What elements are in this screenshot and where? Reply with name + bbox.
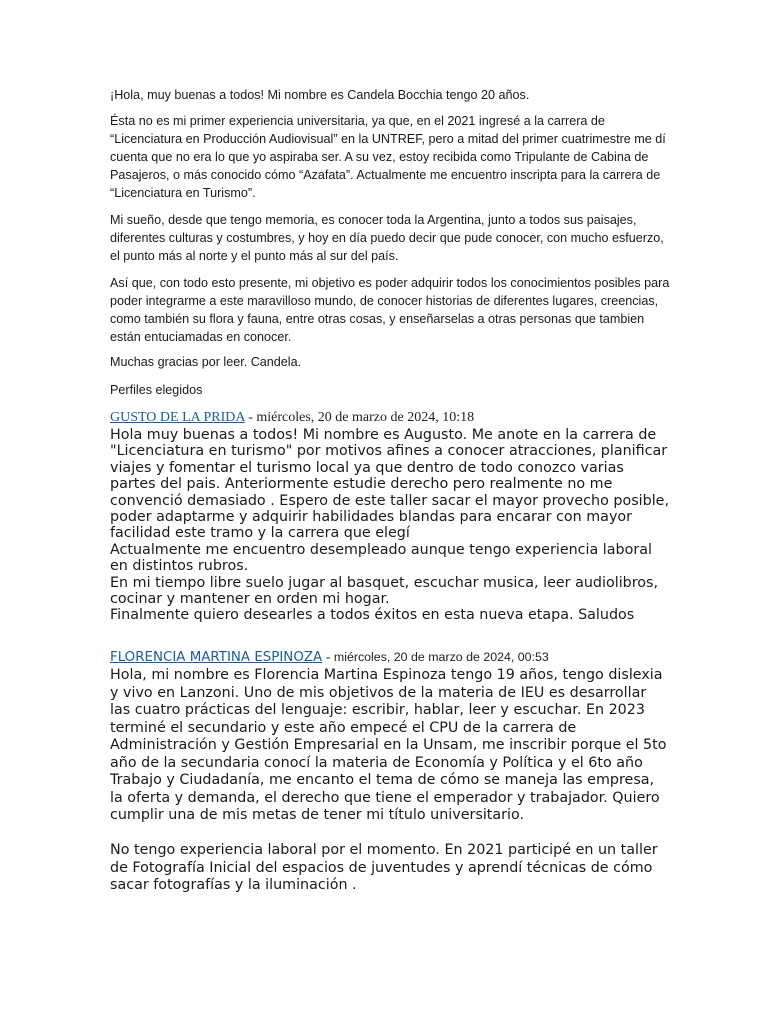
intro-paragraph: Ésta no es mi primer experiencia universitaria, ya que, en el 2021 ingresé a la carrera de “Licenciatura en Producción Audiovisual” en la UNTREF, pero a mitad del primer cuatrimestre me dí cuenta que no era lo que yo aspiraba ser. A su vez, estoy recibida como Tripulante de Cabina de Pasajeros, o más conocido cómo “Azafata”. Actualmente me encuentro inscripta para la carrera de “Licenciatura en Turismo”. [110, 114, 666, 200]
post-author-link[interactable]: FLORENCIA MARTINA ESPINOZA [110, 650, 323, 665]
post-author-link[interactable]: GUSTO DE LA PRIDA [110, 410, 245, 425]
post-header [110, 648, 670, 667]
post-paragraph: Hola, mi nombre es Florencia Martina Espinoza tengo 19 años, tengo dislexia y vivo en Lanzoni. Uno de mis objetivos de la materia de IEU es desarrollar las cuatro prácticas del lenguaje: escribir, hablar, leer y escuchar. En 2023 terminé el secundario y este año empecé el CPU de la carrera de Administración y Gestión Empresarial en la Unsam, me inscribir porque el 5to año de la secundaria conocí la materia de Economía y Política y el 6to año Trabajo y Ciudadanía, me encanto el tema de cómo se maneja las empresa, la oferta y demanda, el derecho que tiene el emperador y trabajador. Quiero cumplir una de mis metas de tener mi título universitario. [110, 667, 667, 823]
paragraph-gap [110, 825, 670, 843]
post-header [110, 408, 670, 427]
intro-closing: Muchas gracias por leer. Candela. [110, 355, 302, 369]
post-body [110, 427, 670, 624]
post-separator: - [244, 410, 257, 425]
post-date: miércoles, 20 de marzo de 2024, 00:53 [333, 650, 549, 664]
post-date: miércoles, 20 de marzo de 2024, 10:18 [256, 410, 475, 425]
post-body [110, 667, 670, 895]
forum-post [110, 648, 670, 895]
intro-paragraph: Así que, con todo esto presente, mi objetivo es poder adquirir todos los conocimientos posibles para poder integrarme a este maravilloso mundo, de conocer historias de diferentes lugares, creencias, como también su flora y fauna, entre otras cosas, y enseñarselas a otras personas que tambien están entuciamadas en conocer. [110, 276, 670, 344]
post-paragraph: Actualmente me encuentro desempleado aunque tengo experiencia laboral en distintos rubros. [110, 541, 652, 575]
post-paragraph: No tengo experiencia laboral por el momento. En 2021 participé en un taller de Fotografía Inicial del espacios de juventudes y aprendí técnicas de cómo sacar fotografías y la iluminación . [110, 842, 658, 893]
post-paragraph: Hola muy buenas a todos! Mi nombre es Augusto. Me anote en la carrera de "Licenciatura en turismo" por motivos afines a conocer atracciones, planificar viajes y fomentar el turismo local ya que dentro de todo conozco varias partes del pais. Anteriormente estudie derecho pero realmente no me convenció demasiado . Espero de este taller sacar el mayor provecho posible, poder adaptarme y adquirir habilidades blandas para encarar con mayor facilidad este tramo y la carrera que elegí [110, 427, 670, 542]
post-separator: - [322, 650, 334, 665]
intro-paragraph: Mi sueño, desde que tengo memoria, es conocer toda la Argentina, junto a todos sus paisajes, diferentes culturas y costumbres, y hoy en día puedo decir que pude conocer, con mucho esfuerzo, el punto más al norte y el punto más al sur del país. [110, 213, 664, 263]
forum-post [110, 408, 670, 624]
post-paragraph: En mi tiempo libre suelo jugar al basquet, escuchar musica, leer audiolibros, cocinar y mantener en orden mi hogar. [110, 574, 659, 608]
intro-greeting: ¡Hola, muy buenas a todos! Mi nombre es Candela Bocchia tengo 20 años. [110, 88, 530, 102]
post-paragraph: Finalmente quiero desearles a todos éxitos en esta nueva etapa. Saludos [110, 607, 635, 624]
section-label: Perfiles elegidos [110, 383, 203, 397]
